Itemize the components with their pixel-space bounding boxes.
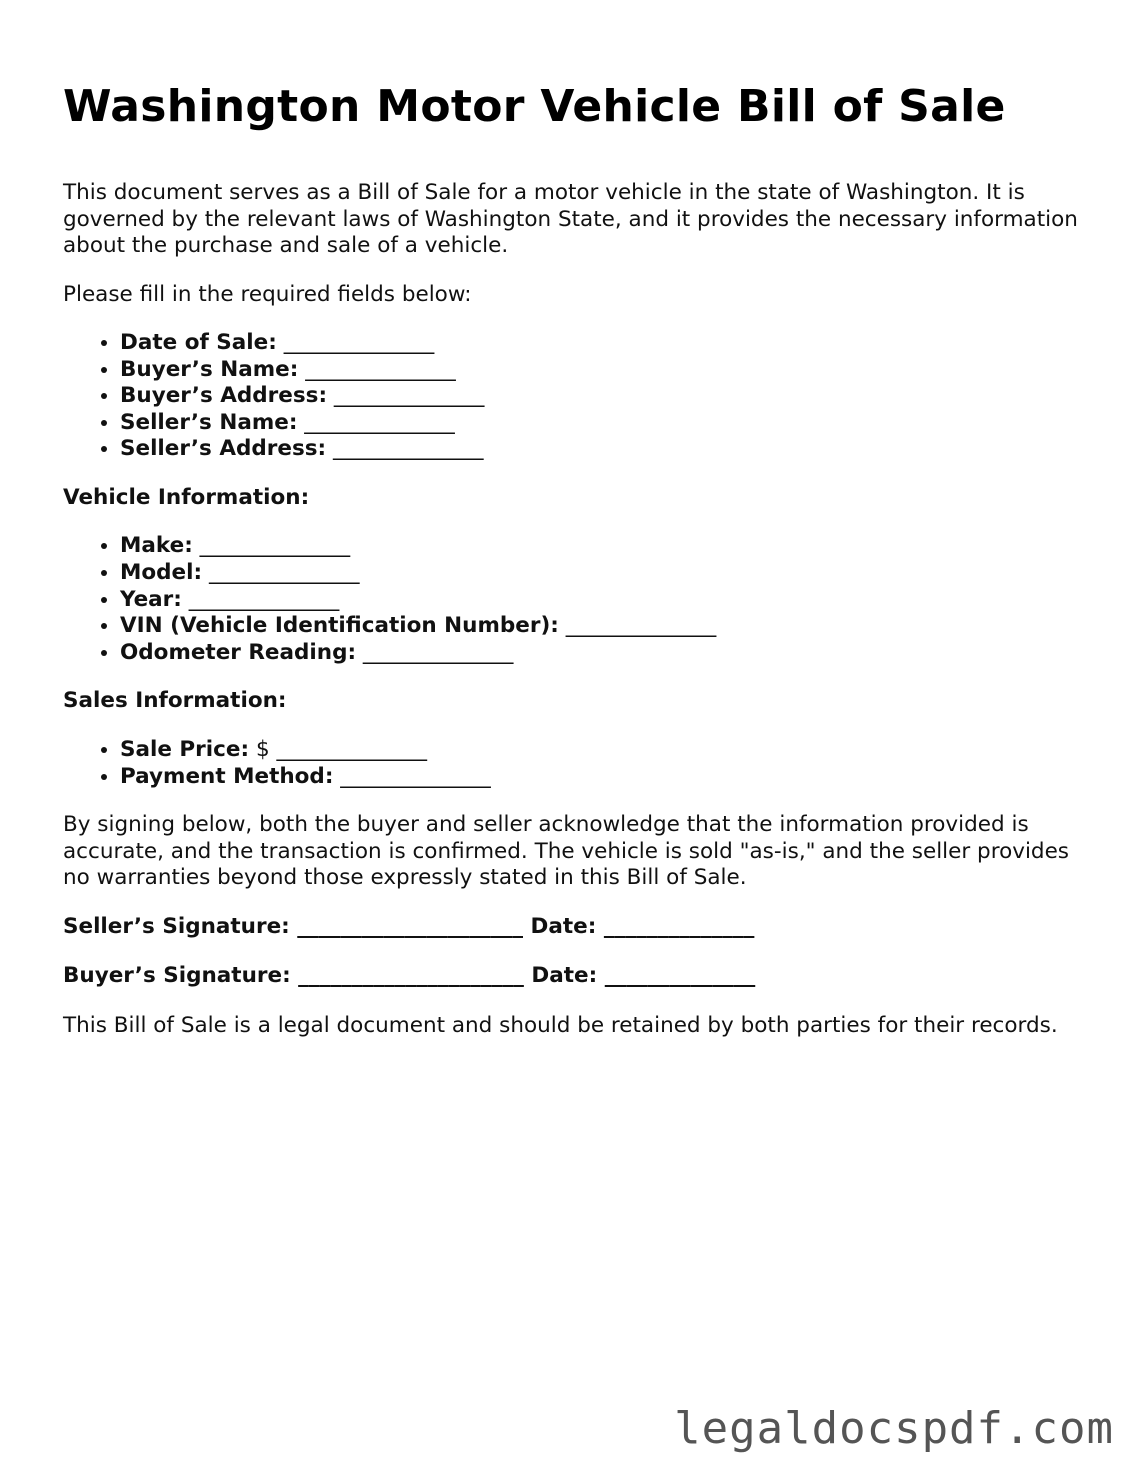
seller-date-label: Date: [530, 913, 597, 939]
year-blank[interactable]: ______________ [188, 586, 340, 612]
sale-price-blank[interactable]: ______________ [276, 736, 427, 762]
sale-price-label: Sale Price: [120, 736, 250, 762]
seller-date-blank[interactable]: ______________ [603, 913, 755, 939]
vin-label: VIN (Vehicle Identification Number): [120, 613, 559, 639]
vehicle-fields-list [63, 533, 1083, 666]
list-item [120, 640, 1083, 667]
vin-blank[interactable]: ______________ [565, 613, 717, 639]
make-blank[interactable]: ______________ [199, 533, 351, 559]
list-item [120, 587, 1083, 614]
seller-signature-line [63, 914, 1083, 941]
seller-signature-blank[interactable]: _____________________ [297, 913, 524, 939]
buyer-name-blank[interactable]: ______________ [305, 356, 456, 382]
closing-paragraph: This Bill of Sale is a legal document and should be retained by both parties for their records. [63, 1012, 1058, 1038]
list-item [120, 764, 1083, 791]
party-fields-list [63, 330, 1083, 463]
list-item [120, 410, 1083, 437]
buyer-address-blank[interactable]: ______________ [333, 383, 485, 409]
make-label: Make: [120, 533, 193, 559]
sales-info-heading: Sales Information: [63, 688, 287, 714]
buyer-signature-label: Buyer’s Signature: [63, 963, 291, 989]
list-item [120, 613, 1083, 640]
buyer-name-label: Buyer’s Name: [120, 356, 299, 382]
list-item [120, 533, 1083, 560]
list-item [120, 560, 1083, 587]
date-of-sale-label: Date of Sale: [120, 330, 277, 355]
seller-address-blank[interactable]: ______________ [332, 436, 484, 462]
seller-name-label: Seller’s Name: [120, 409, 298, 435]
list-item [120, 737, 1083, 764]
buyer-signature-line [63, 963, 1083, 990]
buyer-date-label: Date: [531, 963, 598, 989]
list-item [120, 436, 1083, 463]
date-of-sale-blank[interactable]: ______________ [283, 330, 435, 355]
odometer-label: Odometer Reading: [120, 639, 357, 665]
list-item [120, 357, 1083, 384]
buyer-signature-blank[interactable]: _____________________ [298, 963, 524, 989]
model-blank[interactable]: ______________ [208, 560, 360, 586]
seller-address-label: Seller’s Address: [120, 436, 327, 462]
odometer-blank[interactable]: ______________ [362, 639, 514, 665]
buyer-address-label: Buyer’s Address: [120, 383, 328, 409]
seller-signature-label: Seller’s Signature: [63, 913, 290, 939]
fill-prompt: Please fill in the required fields below: [63, 281, 472, 307]
list-item [120, 383, 1083, 410]
sales-fields-list [63, 737, 1083, 790]
seller-name-blank[interactable]: ______________ [304, 409, 455, 435]
list-item [120, 330, 1083, 357]
intro-paragraph: This document serves as a Bill of Sale for a motor vehicle in the state of Washington. It is governed by the relevant laws of Washington State, and it provides the necessary information about the purchase and sale of a vehicle. [63, 180, 1078, 258]
vehicle-info-heading: Vehicle Information: [63, 484, 310, 510]
model-label: Model: [120, 560, 203, 586]
buyer-date-blank[interactable]: ______________ [604, 963, 756, 989]
document-title: Washington Motor Vehicle Bill of Sale [63, 81, 1006, 132]
dollar-sign: $ [255, 736, 270, 762]
year-label: Year: [120, 586, 182, 612]
watermark-text: legaldocspdf.com [674, 1403, 1114, 1454]
payment-method-label: Payment Method: [120, 763, 334, 789]
acknowledgment-paragraph: By signing below, both the buyer and seller acknowledge that the information provided is accurate, and the transaction is confirmed. The vehicle is sold "as-is," and the seller provides no warranties beyond those expressly stated in this Bill of Sale. [63, 812, 1069, 891]
payment-method-blank[interactable]: ______________ [340, 763, 491, 789]
document-page [63, 78, 1083, 1061]
